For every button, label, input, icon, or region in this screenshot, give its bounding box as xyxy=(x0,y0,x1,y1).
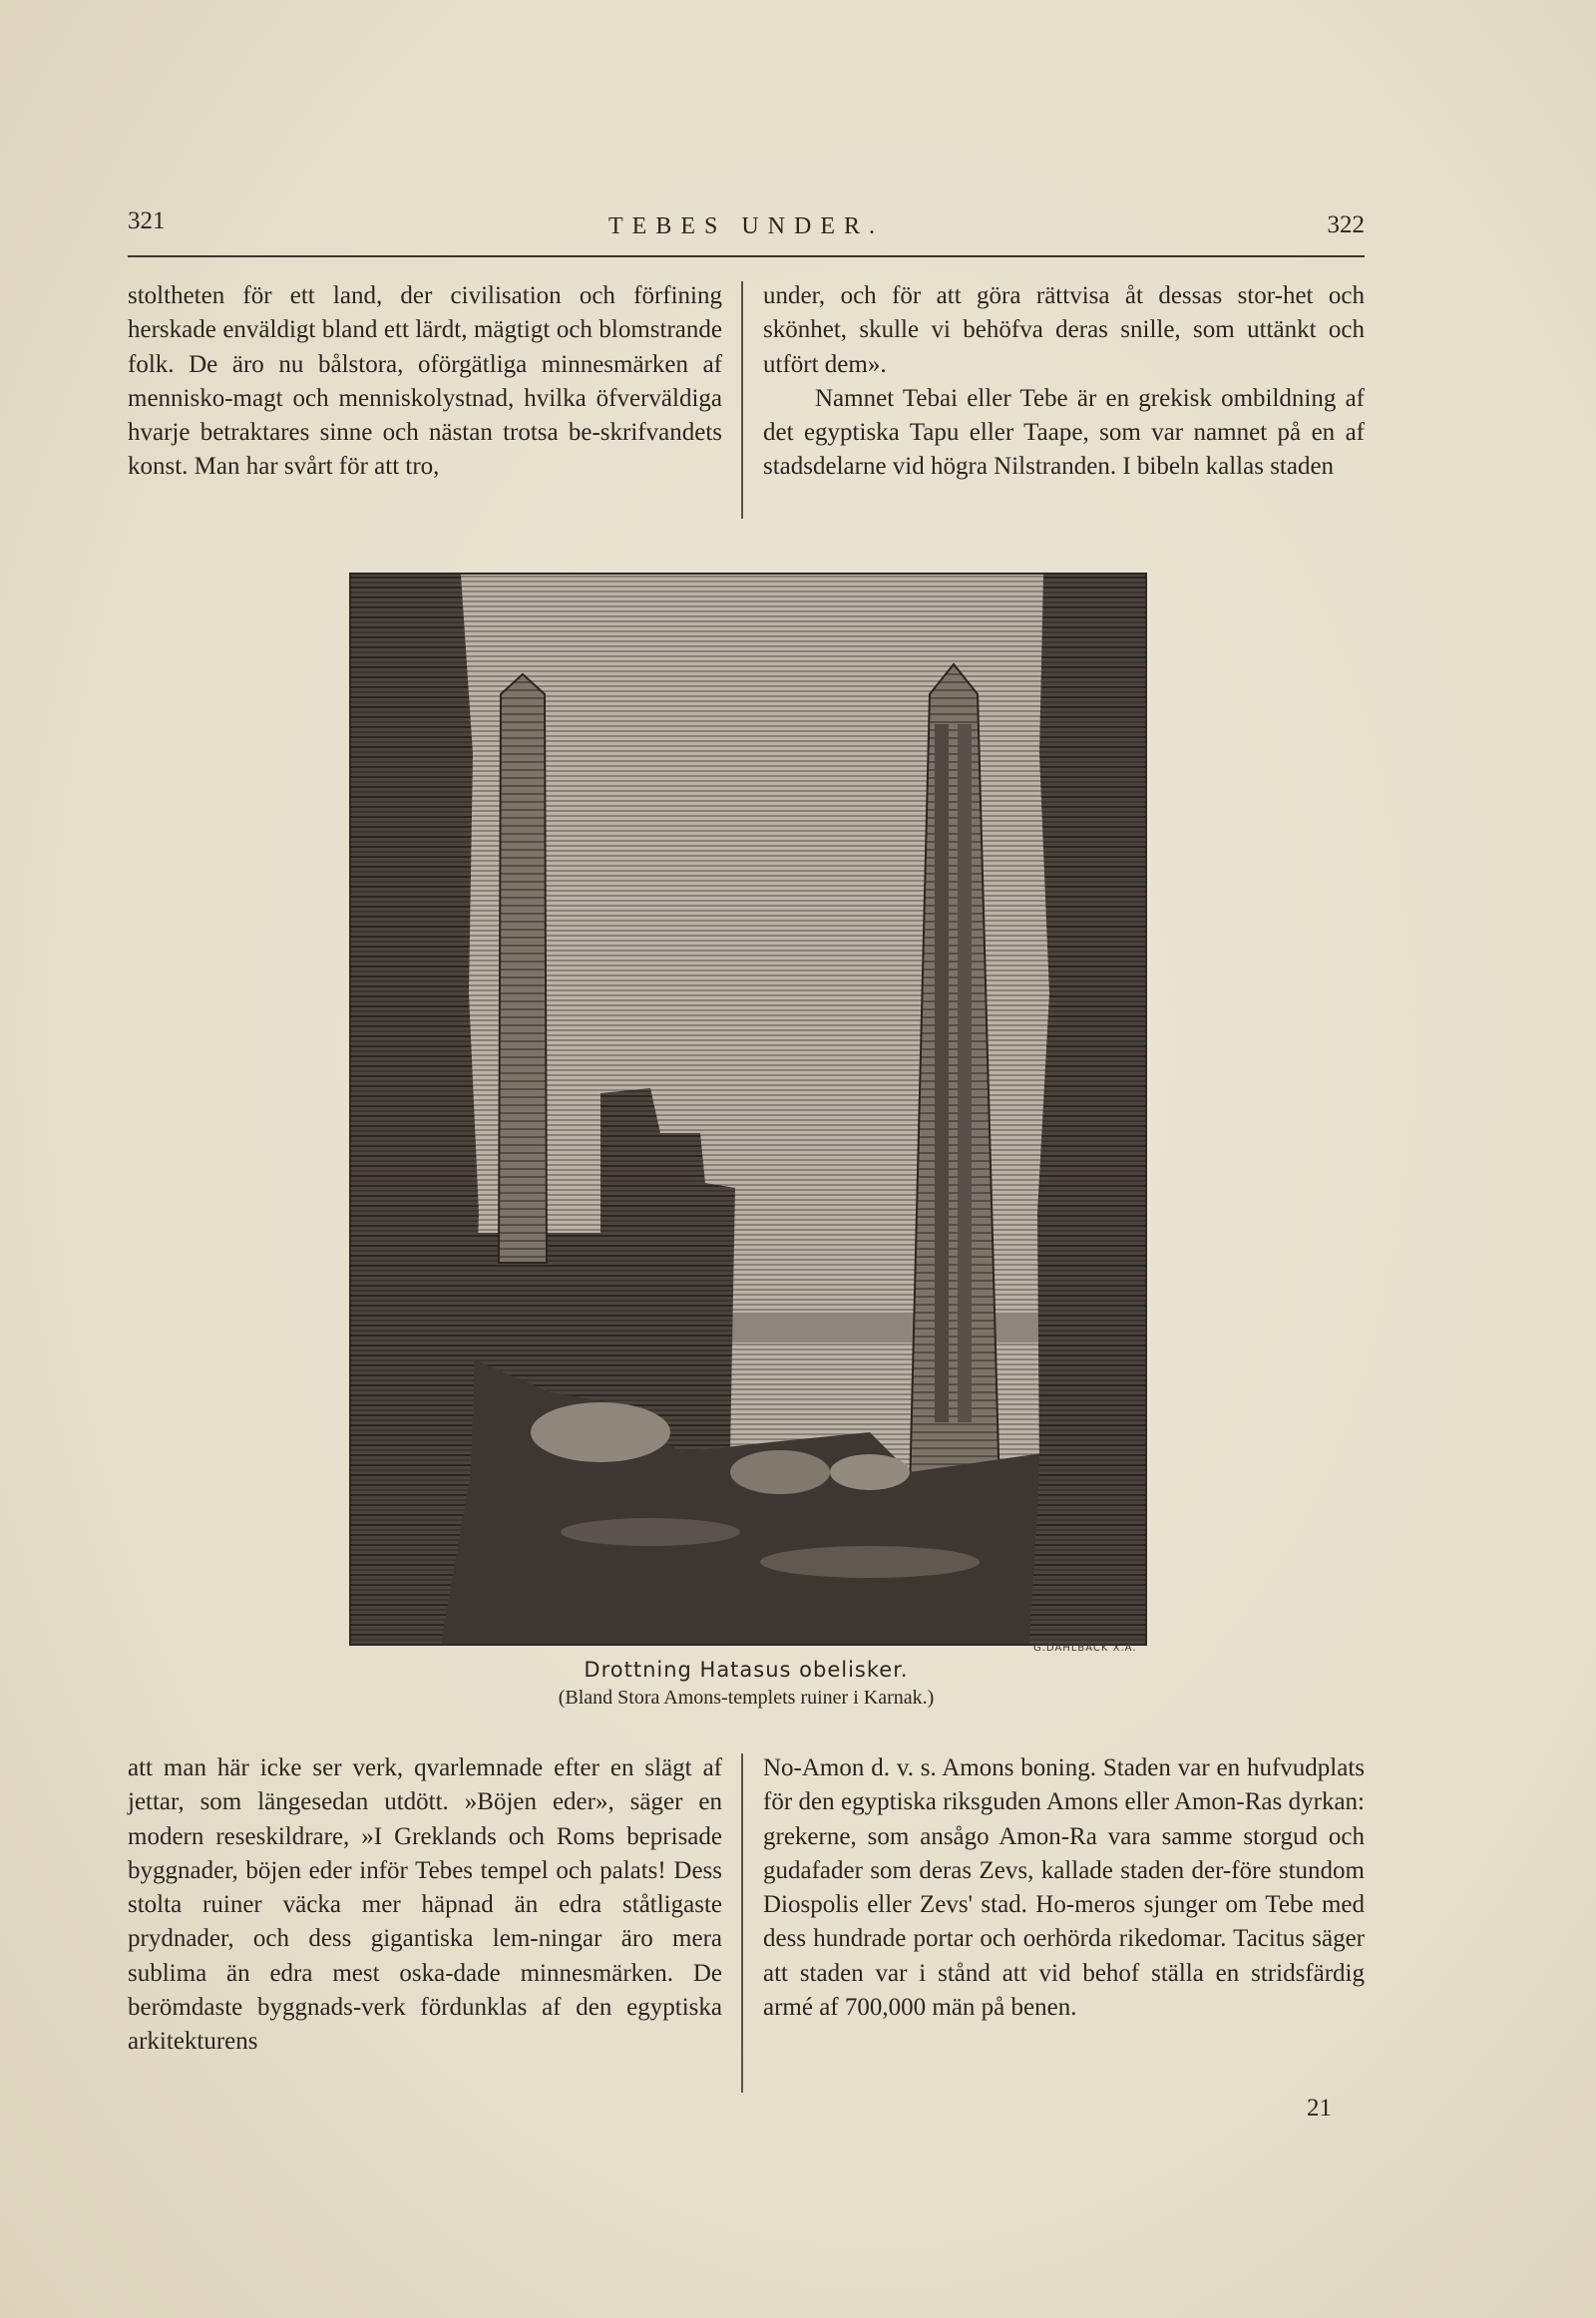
figure-caption-title: Drottning Hatasus obelisker. xyxy=(584,1658,909,1682)
paragraph: No-Amon d. v. s. Amons boning. Staden var en hufvudplats för den egyptiska riksguden Amons eller Amon-Ras dyrkan: grekerne, som ansågo Amon-Ra vara samme storgud och gudafader som deras Zevs, kallade staden der-före stundom Diospolis eller Zevs' stad. Ho-meros sjunger om Tebe med dess hundrade portar och oerhörda rikedomar. Tacitus säger att staden var i stånd att vid behof ställa en stridsfärdig armé af 700,000 män på benen. xyxy=(763,1754,1365,2022)
right-pylon-shape xyxy=(1029,575,1145,1644)
paragraph: under, och för att göra rättvisa åt dessas stor-het och skönhet, skulle vi behöfva deras snille, som uttänkt och utfört dem». xyxy=(763,282,1365,378)
page-header xyxy=(128,205,1365,257)
engraving-illustration xyxy=(351,575,1145,1644)
running-title: TEBES UNDER. xyxy=(608,213,884,239)
left-pylon-shape xyxy=(351,575,479,1644)
column-divider-bottom xyxy=(741,1753,743,2093)
page-number-left: 321 xyxy=(128,207,166,234)
page-number-right: 322 xyxy=(1327,211,1365,238)
signature-mark: 21 xyxy=(1307,2095,1332,2122)
text-column-bottom-right xyxy=(763,1751,1365,2025)
engraver-signature: G.DAHLBÄCK X.A. xyxy=(1033,1643,1137,1654)
left-obelisk-shape xyxy=(499,674,547,1263)
text-column-bottom-left xyxy=(128,1751,722,2060)
paragraph: att man här icke ser verk, qvarlemnade efter en slägt af jettar, som längesedan utdött. »Böjen eder», säger en modern reseskildrare, »I Greklands och Roms beprisade byggnader, böjen eder inför Tebes tempel och palats! Dess stolta ruiner väcka mer häpnad än edra ståtligaste prydnader, och dess gigantiska lem-ningar äro mera sublima än edra mest oska-dade minnesmärken. De berömdaste byggnads-verk fördunklas af den egyptiska arkitekturens xyxy=(128,1754,722,2056)
text-column-top-left xyxy=(128,279,722,485)
column-divider-top xyxy=(741,281,743,519)
paragraph: Namnet Tebai eller Tebe är en grekisk ombildning af det egyptiska Tapu eller Taape, som var namnet på en af stadsdelarne vid högra Nilstranden. I bibeln kallas staden xyxy=(763,384,1365,481)
text-column-top-right xyxy=(763,279,1365,485)
paragraph: stoltheten för ett land, der civilisation och förfining herskade enväldigt bland ett lärdt, mägtigt och blomstrande folk. De äro nu bålstora, oförgätliga minnesmärken af mennisko-magt och menniskolystnad, hvilka öfverväldiga hvarje betraktares sinne och nästan trotsa be-skrifvandets konst. Man har svårt för att tro, xyxy=(128,282,722,481)
engraving-obelisks xyxy=(349,573,1147,1646)
figure-caption-subtitle: (Bland Stora Amons-templets ruiner i Karnak.) xyxy=(558,1687,935,1709)
